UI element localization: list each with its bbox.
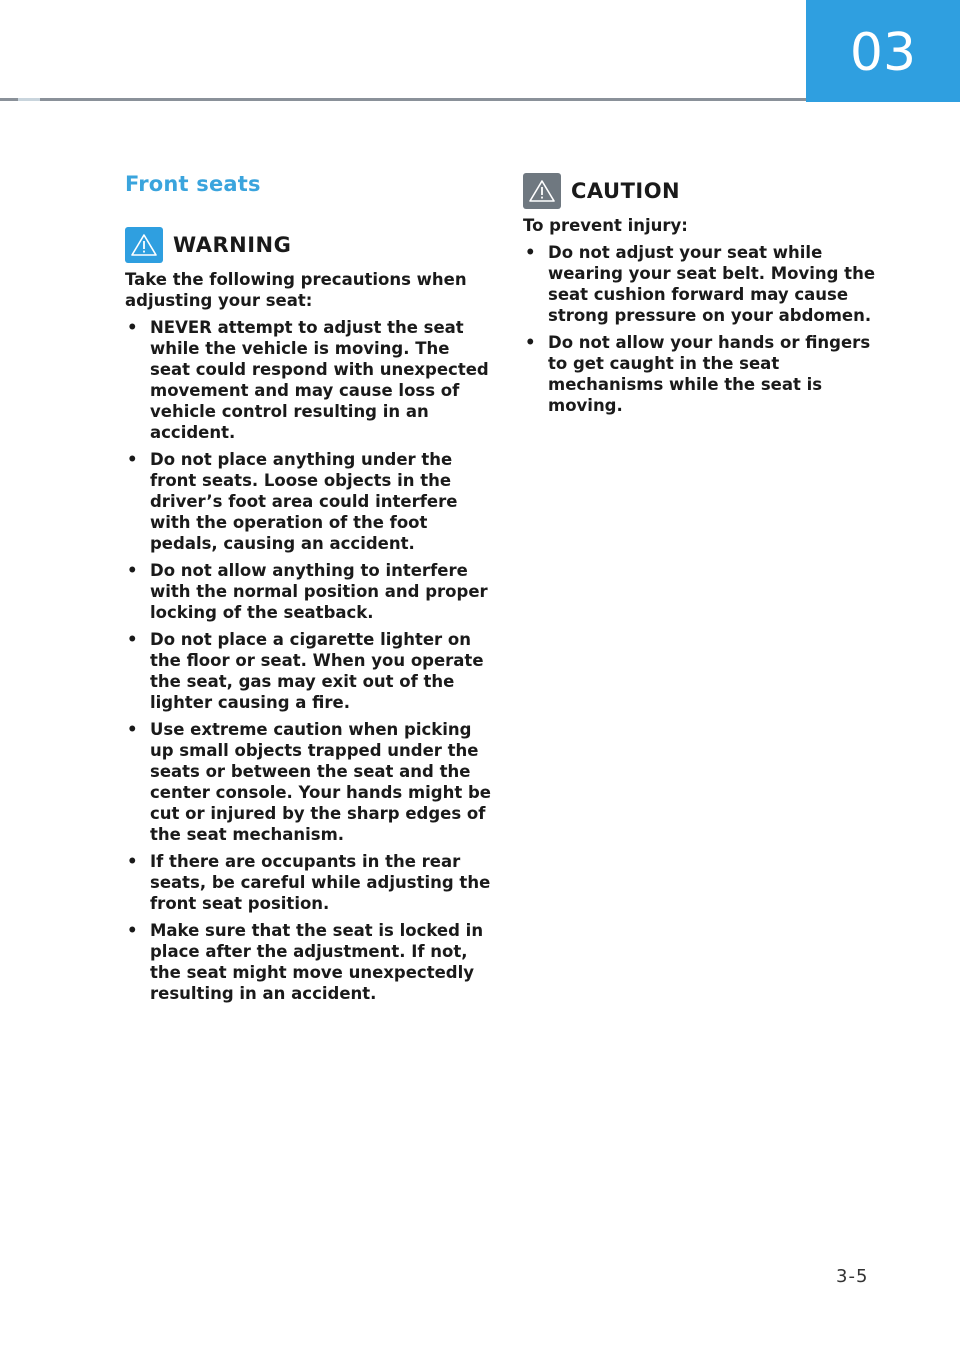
warning-header <box>125 227 495 263</box>
header-rule <box>0 98 806 101</box>
warning-notice <box>125 227 495 1010</box>
caution-label: CAUTION <box>571 179 681 203</box>
list-item: • Do not place a cigarette lighter on the floor or seat. When you operate the seat, gas may exit out of the lighter causing a fire. <box>127 630 484 712</box>
caution-intro: To prevent injury: <box>523 216 688 235</box>
caution-triangle-icon <box>523 173 561 209</box>
header-rule-accent <box>18 98 40 101</box>
chapter-number: 03 <box>849 23 917 83</box>
list-item: • If there are occupants in the rear seats, be careful while adjusting the front seat position. <box>127 852 491 913</box>
list-item: • Do not adjust your seat while wearing your seat belt. Moving the seat cushion forward may cause strong pressure on your abdomen. <box>525 243 876 325</box>
list-item: • NEVER attempt to adjust the seat while the vehicle is moving. The seat could respond with unexpected movement and may cause loss of vehicle control resulting in an accident. <box>127 318 489 442</box>
chapter-tab <box>806 0 960 102</box>
list-item: • Make sure that the seat is locked in place after the adjustment. If not, the seat might move unexpectedly resulting in an accident. <box>127 921 484 1003</box>
warning-triangle-icon <box>125 227 163 263</box>
page-number: 3-5 <box>836 1266 869 1287</box>
caution-list <box>523 242 893 416</box>
list-item: • Do not allow your hands or fingers to get caught in the seat mechanisms while the seat is moving. <box>525 333 871 415</box>
warning-label: WARNING <box>173 233 292 257</box>
warning-intro: Take the following precautions when adjusting your seat: <box>125 270 467 310</box>
warning-list <box>125 317 495 1004</box>
list-item: • Do not place anything under the front seats. Loose objects in the driver’s foot area could interfere with the operation of the foot pedals, causing an accident. <box>127 450 458 553</box>
caution-header <box>523 173 893 209</box>
list-item: • Use extreme caution when picking up small objects trapped under the seats or between the seat and the center console. Your hands might be cut or injured by the sharp edges of the seat mechanism. <box>127 720 491 844</box>
section-title: Front seats <box>125 172 261 196</box>
caution-notice <box>523 173 893 422</box>
list-item: • Do not allow anything to interfere with the normal position and proper locking of the seatback. <box>127 561 488 622</box>
